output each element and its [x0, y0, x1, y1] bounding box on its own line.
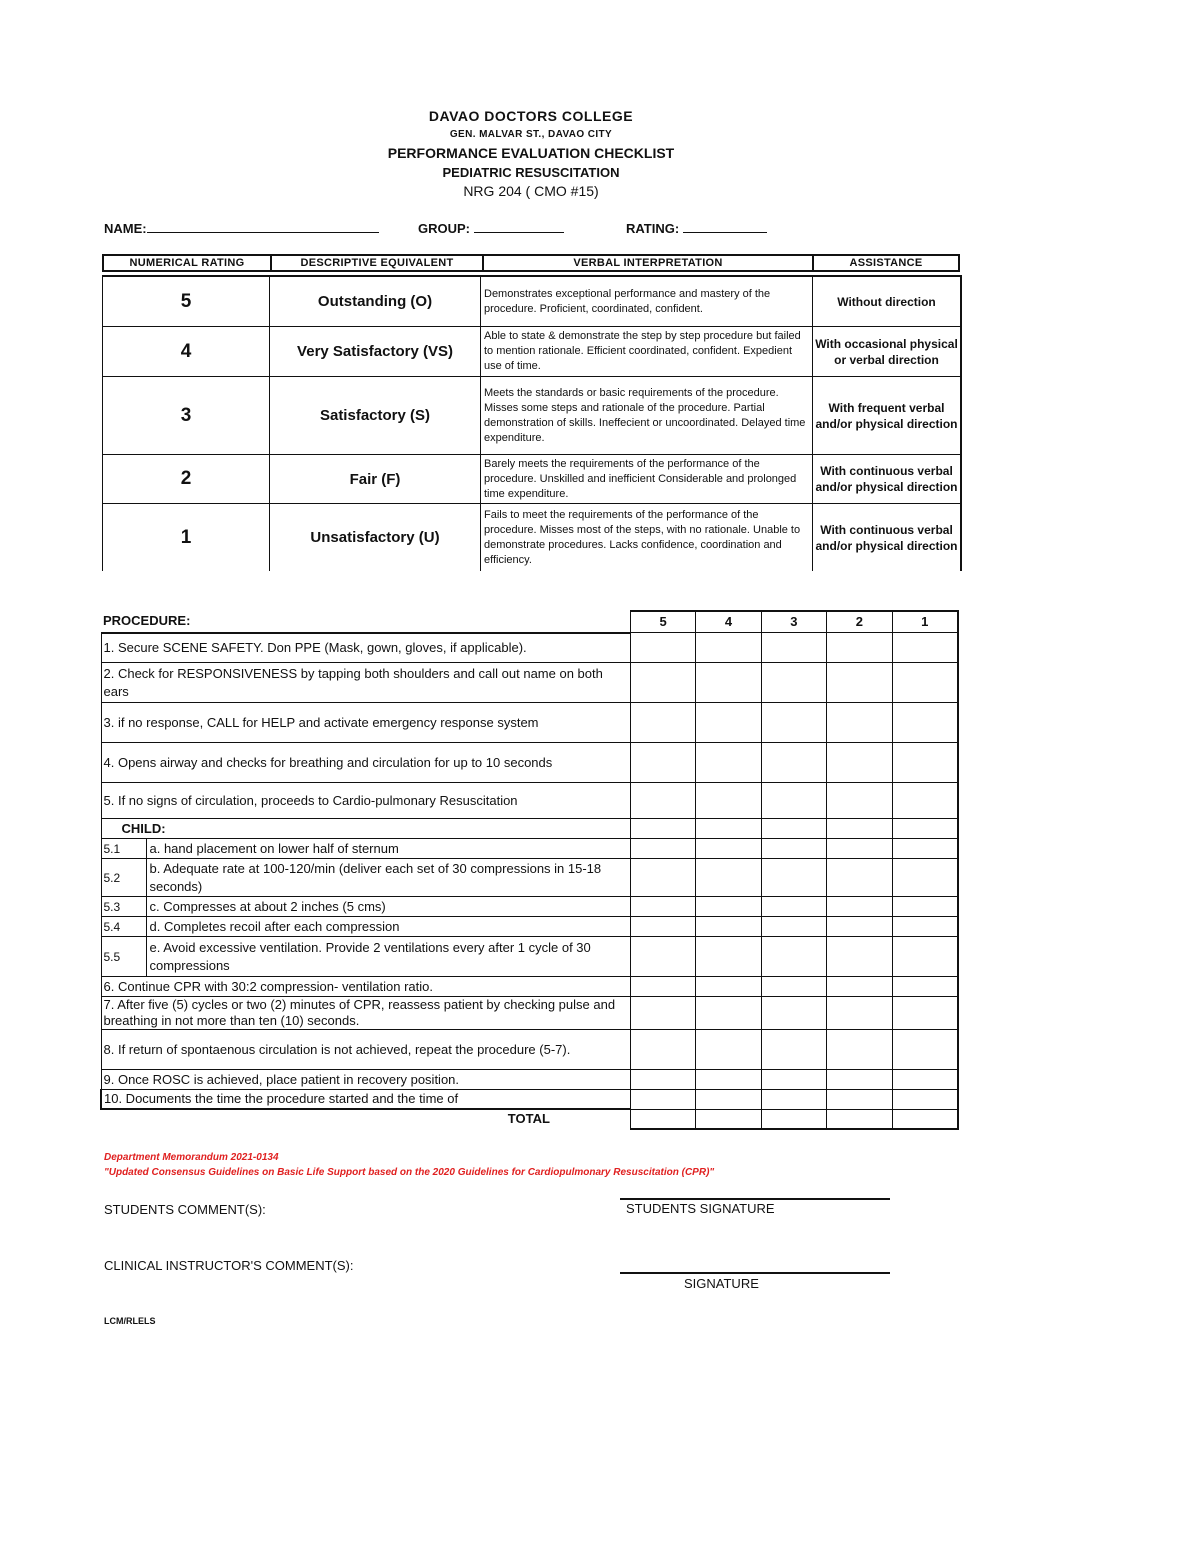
score-cell[interactable] [761, 663, 826, 703]
table-row [101, 1070, 958, 1090]
score-cell[interactable] [761, 997, 826, 1030]
name-label: NAME: [104, 221, 147, 236]
name-field[interactable] [104, 220, 379, 236]
total-label: TOTAL [101, 1109, 630, 1129]
rating-row [103, 504, 962, 572]
name-line [147, 220, 379, 233]
score-cell[interactable] [696, 917, 761, 937]
procedure-step: 5. If no signs of circulation, proceeds to Cardio-pulmonary Resuscitation [101, 783, 630, 819]
table-row [101, 897, 958, 917]
procedure-step: 10. Documents the time the procedure started and the time of [101, 1090, 630, 1110]
memo-title: "Updated Consensus Guidelines on Basic Life Support based on the 2020 Guidelines for Cardiopulmonary Resuscitation (CPR)" [104, 1167, 715, 1178]
rating-assistance: With continuous verbal and/or physical direction [813, 504, 962, 572]
score-cell[interactable] [827, 1090, 892, 1110]
child-label: CHILD: [101, 819, 630, 839]
rating-row [103, 276, 962, 327]
score-cell[interactable] [630, 937, 695, 977]
score-cell[interactable] [696, 859, 761, 897]
document-title: PERFORMANCE EVALUATION CHECKLIST [387, 145, 675, 161]
rating-descriptive: Unsatisfactory (U) [270, 504, 481, 572]
score-cell[interactable] [630, 1090, 695, 1110]
score-cell[interactable] [827, 917, 892, 937]
rating-descriptive: Satisfactory (S) [270, 377, 481, 455]
rating-verbal: Meets the standards or basic requirements of the procedure. Misses some steps and rationale of the procedure. Partial demonstration of skills. Ineffecient or uncoordinated. Delayed time expenditure. [481, 377, 813, 455]
score-header-1: 1 [892, 611, 958, 633]
table-row [101, 633, 958, 663]
score-cell[interactable] [761, 897, 826, 917]
score-cell[interactable] [892, 703, 958, 743]
score-cell[interactable] [761, 1070, 826, 1090]
procedure-step: 7. After five (5) cycles or two (2) minutes of CPR, reassess patient by checking pulse and breathing in not more than ten (10) seconds. [101, 997, 630, 1030]
sub-step-text: b. Adequate rate at 100-120/min (deliver each set of 30 compressions in 15-18 seconds) [147, 859, 630, 897]
score-cell[interactable] [630, 977, 695, 997]
rating-field[interactable] [626, 220, 767, 236]
score-cell[interactable] [761, 859, 826, 897]
group-line [474, 220, 564, 233]
rating-row [103, 377, 962, 455]
score-cell[interactable] [827, 1070, 892, 1090]
sub-step-text: d. Completes recoil after each compression [147, 917, 630, 937]
score-cell[interactable] [827, 819, 892, 839]
rating-row [103, 455, 962, 504]
score-cell[interactable] [630, 819, 695, 839]
score-cell[interactable] [630, 997, 695, 1030]
rating-scale-header [102, 254, 960, 272]
sub-step-text: e. Avoid excessive ventilation. Provide 2 ventilations every after 1 cycle of 30 compressions [147, 937, 630, 977]
memo-reference: Department Memorandum 2021-0134 [104, 1152, 279, 1163]
score-cell[interactable] [696, 897, 761, 917]
score-cell[interactable] [630, 839, 695, 859]
table-row [101, 839, 958, 859]
score-cell[interactable] [696, 977, 761, 997]
score-cell[interactable] [630, 897, 695, 917]
score-header-4: 4 [696, 611, 761, 633]
procedure-step: 6. Continue CPR with 30:2 compression- ventilation ratio. [101, 977, 630, 997]
score-cell[interactable] [696, 1090, 761, 1110]
score-cell[interactable] [761, 1030, 826, 1070]
rating-verbal: Demonstrates exceptional performance and mastery of the procedure. Proficient, coordinated, confident. [481, 276, 813, 327]
score-cell[interactable] [761, 703, 826, 743]
score-cell[interactable] [761, 839, 826, 859]
score-cell[interactable] [827, 839, 892, 859]
students-signature-line[interactable] [620, 1198, 890, 1200]
rating-scale-table [102, 275, 962, 571]
score-cell[interactable] [892, 937, 958, 977]
rating-descriptive: Very Satisfactory (VS) [270, 327, 481, 377]
sub-step-number: 5.2 [101, 859, 147, 897]
table-row [101, 703, 958, 743]
table-row [101, 937, 958, 977]
rating-verbal: Fails to meet the requirements of the performance of the procedure. Misses most of the steps, with no rationale. Unable to demonstrate procedures. Lacks confidence, coordination and efficiency. [481, 504, 813, 572]
rating-label: RATING: [626, 221, 680, 236]
score-cell[interactable] [696, 743, 761, 783]
score-cell[interactable] [827, 977, 892, 997]
score-cell[interactable] [761, 633, 826, 663]
total-cell[interactable] [892, 1109, 958, 1129]
group-field[interactable] [418, 220, 564, 236]
score-cell[interactable] [827, 663, 892, 703]
score-cell[interactable] [696, 663, 761, 703]
procedure-step: 2. Check for RESPONSIVENESS by tapping both shoulders and call out name on both ears [101, 663, 630, 703]
rating-row [103, 327, 962, 377]
score-cell[interactable] [827, 937, 892, 977]
ci-signature-line[interactable] [620, 1272, 890, 1274]
table-row [101, 663, 958, 703]
score-cell[interactable] [827, 997, 892, 1030]
initials: LCM/RLELS [104, 1316, 156, 1326]
header-numerical-rating: NUMERICAL RATING [103, 255, 271, 271]
score-cell[interactable] [892, 663, 958, 703]
total-cell[interactable] [630, 1109, 695, 1129]
score-cell[interactable] [827, 703, 892, 743]
rating-number: 2 [103, 455, 270, 504]
score-cell[interactable] [696, 633, 761, 663]
score-cell[interactable] [892, 977, 958, 997]
students-signature-label: STUDENTS SIGNATURE [626, 1201, 775, 1216]
score-cell[interactable] [630, 743, 695, 783]
procedure-step: 3. if no response, CALL for HELP and activate emergency response system [101, 703, 630, 743]
ci-comment-label: CLINICAL INSTRUCTOR'S COMMENT(S): [104, 1258, 354, 1273]
score-cell[interactable] [761, 1090, 826, 1110]
header-descriptive-equivalent: DESCRIPTIVE EQUIVALENT [271, 255, 483, 271]
score-cell[interactable] [892, 839, 958, 859]
procedure-label: PROCEDURE: [101, 611, 630, 633]
table-row [101, 743, 958, 783]
rating-verbal: Barely meets the requirements of the performance of the procedure. Unskilled and inefficient Considerable and prolonged time expenditure. [481, 455, 813, 504]
score-cell[interactable] [630, 917, 695, 937]
score-header-2: 2 [827, 611, 892, 633]
sub-step-text: c. Compresses at about 2 inches (5 cms) [147, 897, 630, 917]
procedure-step: 9. Once ROSC is achieved, place patient in recovery position. [101, 1070, 630, 1090]
score-cell[interactable] [761, 977, 826, 997]
score-cell[interactable] [892, 897, 958, 917]
rating-verbal: Able to state & demonstrate the step by step procedure but failed to mention rationale. Efficient coordinated, confident. Expedient use of time. [481, 327, 813, 377]
table-row [101, 819, 958, 839]
procedure-table [100, 610, 959, 1130]
sub-step-number: 5.5 [101, 937, 147, 977]
score-cell[interactable] [696, 1030, 761, 1070]
score-cell[interactable] [892, 1030, 958, 1070]
rating-number: 5 [103, 276, 270, 327]
table-row [101, 1030, 958, 1070]
table-row [101, 917, 958, 937]
sub-step-text: a. hand placement on lower half of sternum [147, 839, 630, 859]
score-cell[interactable] [630, 633, 695, 663]
score-cell[interactable] [630, 1030, 695, 1070]
score-cell[interactable] [630, 859, 695, 897]
score-cell[interactable] [630, 1070, 695, 1090]
total-cell[interactable] [827, 1109, 892, 1129]
procedure-step: 4. Opens airway and checks for breathing and circulation for up to 10 seconds [101, 743, 630, 783]
score-cell[interactable] [827, 859, 892, 897]
rating-number: 3 [103, 377, 270, 455]
table-row [101, 977, 958, 997]
procedure-header-row [101, 611, 958, 633]
score-cell[interactable] [630, 783, 695, 819]
score-cell[interactable] [892, 819, 958, 839]
score-cell[interactable] [761, 937, 826, 977]
score-cell[interactable] [827, 633, 892, 663]
score-header-5: 5 [630, 611, 695, 633]
table-row [101, 1090, 958, 1110]
score-cell[interactable] [827, 1030, 892, 1070]
group-label: GROUP: [418, 221, 470, 236]
total-row [101, 1109, 958, 1129]
course-code: NRG 204 ( CMO #15) [463, 183, 599, 199]
sub-step-number: 5.3 [101, 897, 147, 917]
table-row [101, 997, 958, 1030]
score-cell[interactable] [630, 663, 695, 703]
score-cell[interactable] [761, 819, 826, 839]
rating-assistance: Without direction [813, 276, 962, 327]
total-cell[interactable] [761, 1109, 826, 1129]
score-cell[interactable] [827, 783, 892, 819]
rating-assistance: With occasional physical or verbal direction [813, 327, 962, 377]
score-cell[interactable] [696, 997, 761, 1030]
procedure-step: 1. Secure SCENE SAFETY. Don PPE (Mask, gown, gloves, if applicable). [101, 633, 630, 663]
score-cell[interactable] [827, 743, 892, 783]
score-cell[interactable] [696, 703, 761, 743]
score-cell[interactable] [892, 1070, 958, 1090]
score-cell[interactable] [761, 917, 826, 937]
score-cell[interactable] [892, 743, 958, 783]
header-verbal-interpretation: VERBAL INTERPRETATION [483, 255, 813, 271]
score-cell[interactable] [761, 783, 826, 819]
sub-step-number: 5.1 [101, 839, 147, 859]
score-cell[interactable] [761, 743, 826, 783]
college-name: DAVAO DOCTORS COLLEGE [428, 108, 634, 124]
score-cell[interactable] [892, 859, 958, 897]
score-cell[interactable] [696, 783, 761, 819]
header-assistance: ASSISTANCE [813, 255, 959, 271]
score-cell[interactable] [892, 633, 958, 663]
rating-descriptive: Fair (F) [270, 455, 481, 504]
score-header-3: 3 [761, 611, 826, 633]
rating-number: 1 [103, 504, 270, 572]
rating-line [683, 220, 767, 233]
score-cell[interactable] [892, 783, 958, 819]
students-comment-label: STUDENTS COMMENT(S): [104, 1202, 266, 1217]
score-cell[interactable] [892, 917, 958, 937]
score-cell[interactable] [630, 703, 695, 743]
signature-label: SIGNATURE [684, 1276, 759, 1291]
total-cell[interactable] [696, 1109, 761, 1129]
score-cell[interactable] [696, 839, 761, 859]
table-row [101, 783, 958, 819]
score-cell[interactable] [892, 1090, 958, 1110]
sub-step-number: 5.4 [101, 917, 147, 937]
document-subtitle: PEDIATRIC RESUSCITATION [442, 165, 620, 180]
procedure-step: 8. If return of spontaenous circulation is not achieved, repeat the procedure (5-7). [101, 1030, 630, 1070]
score-cell[interactable] [827, 897, 892, 917]
rating-assistance: With continuous verbal and/or physical direction [813, 455, 962, 504]
table-row [101, 859, 958, 897]
score-cell[interactable] [892, 997, 958, 1030]
score-cell[interactable] [696, 1070, 761, 1090]
rating-assistance: With frequent verbal and/or physical direction [813, 377, 962, 455]
score-cell[interactable] [696, 819, 761, 839]
rating-number: 4 [103, 327, 270, 377]
college-address: GEN. MALVAR ST., DAVAO CITY [449, 129, 613, 140]
rating-descriptive: Outstanding (O) [270, 276, 481, 327]
score-cell[interactable] [696, 937, 761, 977]
